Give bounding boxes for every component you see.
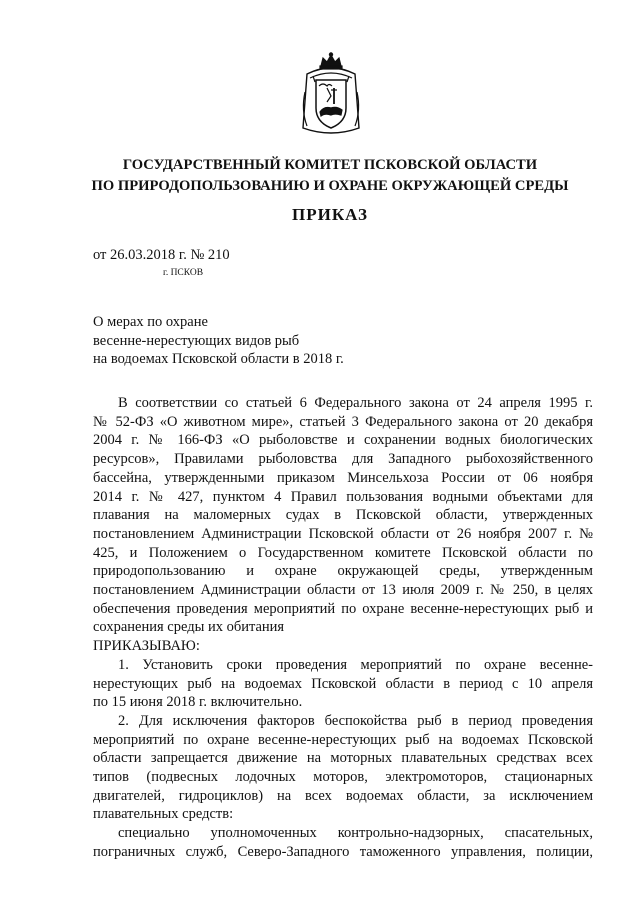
text-line: области запрещается движение на моторных плавательных средствах всех — [93, 750, 593, 767]
order-word: ПРИКАЗЫВАЮ: — [93, 638, 200, 655]
text-line: постановлением Администрации области от 13 июля 2009 г. № 250, в целях — [93, 582, 593, 599]
organization-name — [60, 155, 600, 197]
text-line: плавательных средств: — [93, 806, 234, 823]
coat-of-arms-icon — [297, 52, 365, 138]
text-line: В соответствии со статьей 6 Федерального закона от 24 апреля 1995 г. — [118, 395, 593, 411]
city: г. ПСКОВ — [163, 268, 204, 278]
text-line: 425, и Положением о Государственном комитете Псковской области по — [93, 544, 593, 561]
org-line-1: ГОСУДАРСТВЕННЫЙ КОМИТЕТ ПСКОВСКОЙ ОБЛАСТИ — [122, 157, 538, 173]
subject-line: на водоемах Псковской области в 2018 г. — [93, 351, 344, 367]
text-line: ресурсов», Правилами рыболовства для Западного рыбохозяйственного — [93, 451, 593, 468]
text-line: двигателей, гидроциклов) на всех водоемах области, за исключением — [93, 787, 593, 804]
text-line: нерестующих рыб на водоемах Псковской области в период с 10 апреля — [93, 675, 593, 692]
subject-line: О мерах по охране — [93, 314, 208, 330]
text-line: 2004 г. № 166-ФЗ «О рыболовстве и сохранении водных биологических — [93, 432, 593, 449]
text-line: постановлением Администрации Псковской области от 26 ноября 2007 г. № — [93, 525, 593, 542]
text-line: пограничных служб, Северо-Западного таможенного управления, полиции, — [93, 843, 593, 860]
text-line: 2. Для исключения факторов беспокойства рыб в период проведения — [118, 712, 593, 729]
text-line: 2014 г. № 427, пунктом 4 Правил пользования водными объектами для — [93, 488, 593, 505]
text-line: мероприятий по охране весенне-нерестующих рыб на водоемах Псковской — [93, 731, 593, 748]
document-body — [93, 394, 593, 862]
text-line: обеспечения проведения мероприятий по охране весенне-нерестующих рыб и — [93, 600, 593, 617]
text-line: № 52-ФЗ «О животном мире», статьей 3 Федерального закона от 20 декабря — [93, 413, 593, 430]
subject-line: весенне-нерестующих видов рыб — [93, 332, 300, 349]
text-line: 1. Установить сроки проведения мероприятий по охране весенне- — [118, 656, 593, 673]
text-line: бассейна, утвержденными приказом Минсельхоза России от 06 ноября — [93, 469, 593, 486]
text-line: по 15 июня 2018 г. включительно. — [93, 694, 303, 711]
document-type: ПРИКАЗ — [292, 205, 368, 224]
text-line: природопользованию и охране окружающей среды, утвержденным — [93, 563, 593, 580]
text-line: сохранения среды их обитания — [93, 619, 285, 636]
text-line: плавания на маломерных судах в Псковской области, утвержденных — [93, 507, 593, 524]
org-line-2: ПО ПРИРОДОПОЛЬЗОВАНИЮ И ОХРАНЕ ОКРУЖАЮЩЕЙ СРЕДЫ — [91, 178, 569, 194]
date-number: от 26.03.2018 г. № 210 — [93, 247, 230, 263]
order-subject — [93, 313, 344, 369]
text-line: типов (подвесных лодочных моторов, электромоторов, стационарных — [93, 769, 593, 786]
text-line: специально уполномоченных контрольно-надзорных, спасательных, — [118, 825, 593, 842]
